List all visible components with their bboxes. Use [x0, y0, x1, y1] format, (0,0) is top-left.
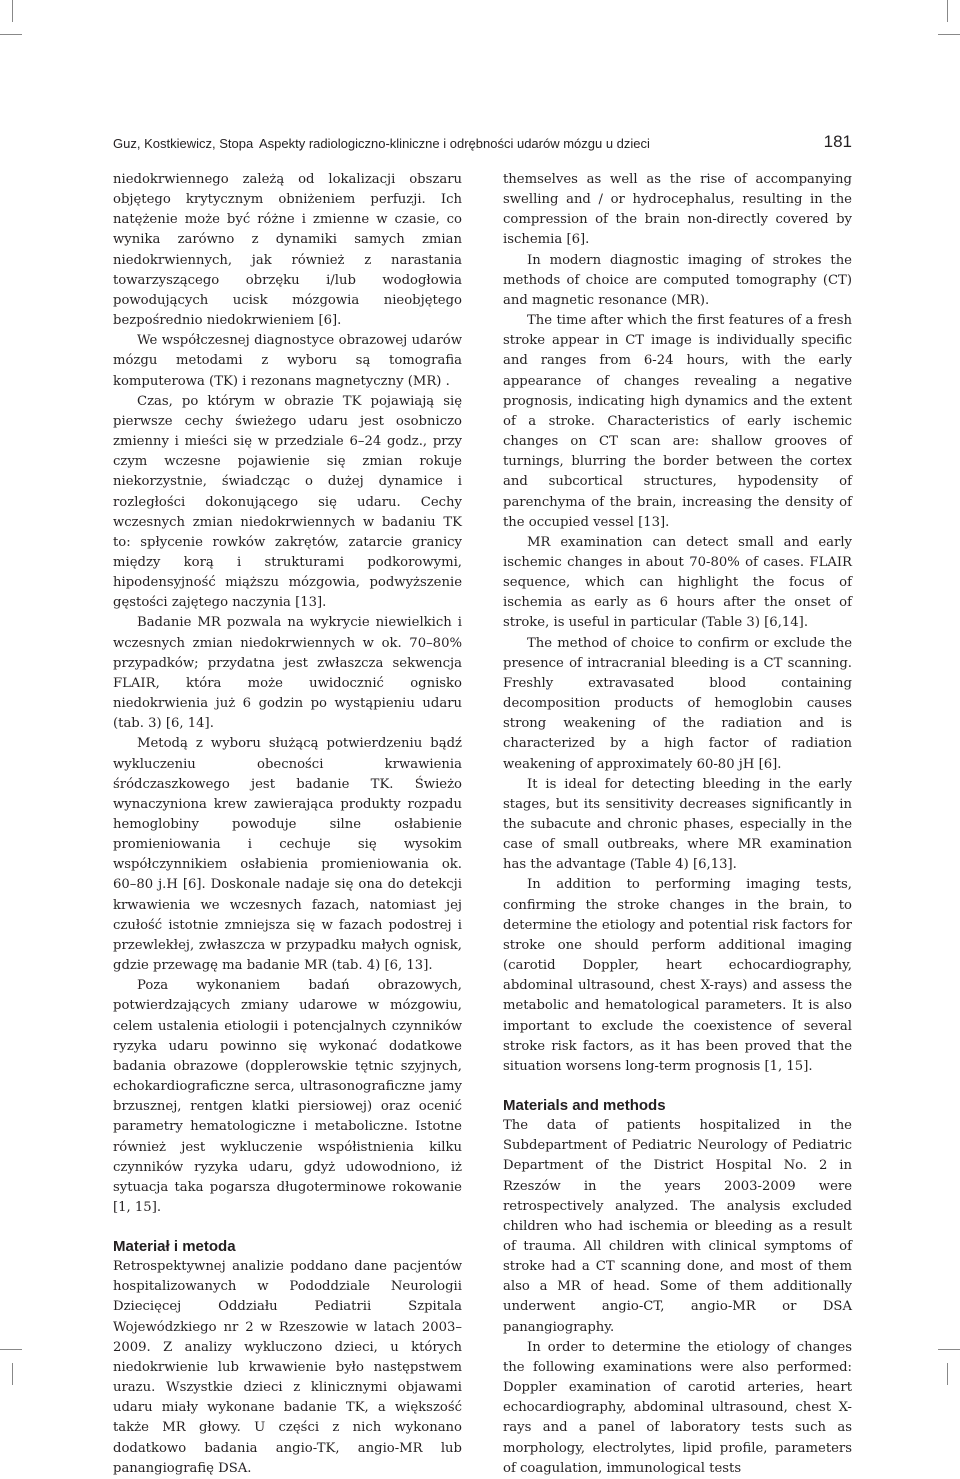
crop-mark	[12, 0, 13, 22]
paragraph: The method of choice to confirm or exclude the presence of intracranial bleeding is a CT scanning. Freshly extravasated blood containing decomposition products of hemoglobin causes strong weakening of the radiation and is characterized by a high factor of radiation weakening of approximately 60-80 jH [6].	[503, 635, 852, 772]
crop-mark	[938, 34, 960, 35]
paragraph: niedokrwiennego zależą od lokalizacji obszaru objętego krytycznym obniżeniem perfuzji. Ich natężenie może być różne i zmienne w czasie, co wynika zarówno z dynamiki samych zmian niedokrwiennych, jak również z narastania towarzyszącego obrzęku i/lub wodogłowia powodujących ucisk mózgowia nieobjętego bezpośrednio niedokrwieniem [6].	[113, 172, 462, 329]
crop-mark	[938, 1349, 960, 1350]
paragraph: Metodą z wyboru służącą potwierdzeniu bądź wykluczeniu obecności krwawienia śródczaszkowego jest badanie TK. Świeżo wynaczyniona krew zawierająca produkty rozpadu hemoglobiny powoduje silne osłabienie promieniowania i cechuje się wysokim współczynnikiem osłabienia promieniowania ok. 60–80 j.H [6]. Doskonale nadaje się ona do detekcji krwawienia we wczesnych fazach, natomiast jej czułość istotnie zmniejsza się w fazach podostrej i przewlekłej, zwłaszcza w przypadku małych ognisk, gdzie przewagę ma badanie MR (tab. 4) [6, 13].	[113, 736, 462, 974]
paragraph: MR examination can detect small and early ischemic changes in about 70-80% of cases. FLAIR sequence, which can highlight the focus of ischemia as early as 6 hours after the onset of stroke, is useful in particular (Table 3) [6,14].	[503, 534, 852, 631]
crop-mark	[947, 1363, 948, 1385]
paragraph: In modern diagnostic imaging of strokes the methods of choice are computed tomography (CT) and magnetic resonance (MR).	[503, 252, 852, 308]
crop-mark	[12, 1363, 13, 1385]
left-column	[113, 170, 462, 1479]
paragraph: The data of patients hospitalized in the Subdepartment of Pediatric Neurology of Pediatric Department of the District Hospital No. 2 in Rzeszów in the years 2003-2009 were retrospectively analyzed. The analysis excluded children who had ischemia or bleeding as a result of trauma. All children with clinical symptoms of stroke had a CT scanning done, and most of them also a MR of head. Some of them additionally underwent angio-CT, angio-MR or DSA panangiography.	[503, 1118, 852, 1335]
paragraph: The time after which the first features of a fresh stroke appear in CT image is individually specific and ranges from 6-24 hours, with the early appearance of changes revealing a negative prognosis, indicating high dynamics and the extent of a stroke. Characteristics of early ischemic changes on CT scan are: shallow grooves of turnings, blurring the border between the cortex and subcortical structures, hypodensity of parenchyma of the brain, increasing the density of the occupied vessel [13].	[503, 313, 852, 530]
right-column	[503, 170, 852, 1479]
paragraph: Badanie MR pozwala na wykrycie niewielkich i wczesnych zmian niedokrwiennych w ok. 70–80% przypadków; przydatna jest zwłaszcza sekwencja FLAIR, która może uwidocznić ognisko niedokrwienia już 6 godzin po wystąpieniu udaru (tab. 3) [6, 14].	[113, 615, 462, 732]
paragraph: It is ideal for detecting bleeding in the early stages, but its sensitivity decreases significantly in the subacute and chronic phases, especially in the case of small outbreaks, where MR examination has the advantage (Table 4) [6,13].	[503, 776, 852, 873]
paragraph: We współczesnej diagnostyce obrazowej udarów mózgu metodami z wyboru są tomografia komputerowa (TK) i rezonans magnetyczny (MR) .	[113, 333, 462, 389]
crop-mark	[0, 1349, 22, 1350]
running-header	[113, 134, 852, 154]
crop-mark	[0, 34, 22, 35]
header-authors: Guz, Kostkiewicz, Stopa	[113, 136, 254, 151]
paragraph: In order to determine the etiology of changes the following examinations were also performed: Doppler examination of carotid arteries, heart echocardiography, abdominal ultrasound, chest X-rays and a panel of laboratory tests such as morphology, electrolytes, lipid profile, parameters of coagulation, immunological tests	[503, 1339, 852, 1476]
page-number: 181	[823, 132, 852, 151]
header-title: Aspekty radiologiczno-kliniczne i odrębności udarów mózgu u dzieci	[259, 136, 650, 151]
paragraph: Retrospektywnej analizie poddano dane pacjentów hospitalizowanych w Pododdziale Neurologii Dziecięcej Oddziału Pediatrii Szpitala Wojewódzkiego nr 2 w Rzeszowie w latach 2003–2009. Z analizy wykluczono dzieci, u których niedokrwienie lub krwawienie było następstwem urazu. Wszystkie dzieci z klinicznymi objawami udaru miały wykonane badanie TK, a większość także MR głowy. U części z nich wykonano dodatkowo badania angio-TK, angio-MR lub panangiografię DSA.	[113, 1259, 462, 1476]
paragraph: Poza wykonaniem badań obrazowych, potwierdzających zmiany udarowe w mózgowiu, celem ustalenia etiologii i potencjalnych czynników ryzyka udaru powinno się wykonać dodatkowe badania obrazowe (dopplerowskie tętnic szyjnych, echokardiograficzne serca, ultrasonograficzne jamy brzusznej, rentgen klatki piersiowej) oraz ocenić parametry hematologiczne i metaboliczne. Istotne również jest wykluczenie współistnienia kilku czynników ryzyka udaru, gdyż udowodniono, iż sytuacja taka pogarsza długoterminowe rokowanie [1, 15].	[113, 978, 462, 1215]
paragraph: themselves as well as the rise of accompanying swelling and / or hydrocephalus, resulting in the compression of the brain non-directly covered by ischemia [6].	[503, 172, 852, 248]
paragraph: In addition to performing imaging tests, confirming the stroke changes in the brain, to determine the etiology and potential risk factors for stroke one should perform additional imaging (carotid Doppler, heart echocardiography, abdominal ultrasound, chest X-rays) and assess the metabolic and hematological parameters. It is also important to exclude the coexistence of several stroke risk factors, as it has been proved that the situation worsens long-term prognosis [1, 15].	[503, 877, 852, 1074]
section-heading: Materials and methods	[503, 1097, 666, 1115]
paragraph: Czas, po którym w obrazie TK pojawiają się pierwsze cechy świeżego udaru jest osobniczo zmienny i mieści się w przedziale 6–24 godz., przy czym wczesne pojawienie się zmian rokuje niekorzystnie, świadcząc o dużej dynamice i rozległości dokonującego się udaru. Cechy wczesnych zmian niedokrwiennych w badaniu TK to: spłycenie rowków zakrętów, zatarcie granicy między korą i strukturami podkorowymi, hipodensyjność miąższu mózgowia, podwyższenie gęstości zajętego naczynia [13].	[113, 393, 462, 611]
crop-mark	[947, 0, 948, 22]
section-heading: Materiał i metoda	[113, 1238, 236, 1256]
